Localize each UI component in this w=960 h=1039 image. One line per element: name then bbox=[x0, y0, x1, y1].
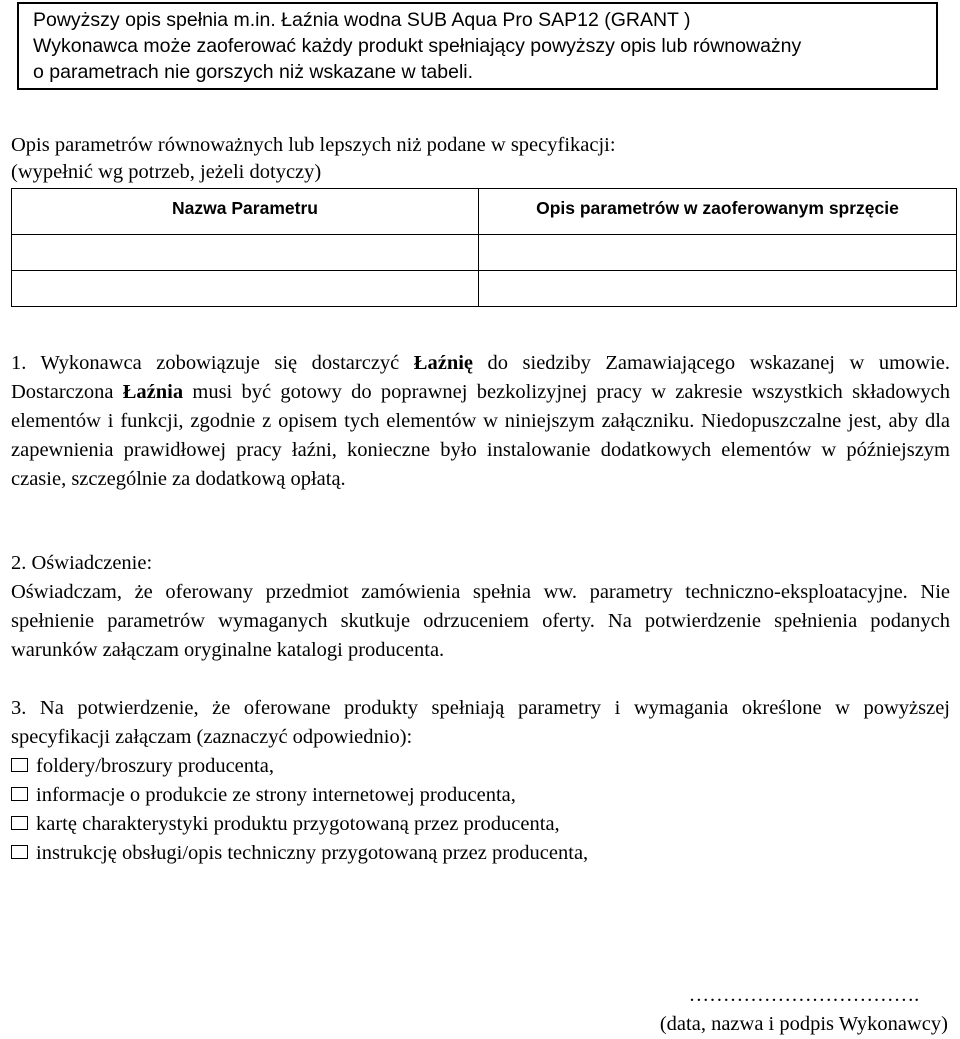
product-description-box bbox=[17, 2, 938, 90]
checkbox[interactable] bbox=[11, 758, 28, 772]
delivery-text-part-3: musi być gotowy do poprawnej bezkolizyjnej pracy w zakresie wszystkich składowych elementów i funkcji, zgodnie z opisem tych elementów w niniejszym załączniku. Niedopuszczalne jest, aby dla zapewnienia prawidłowej pracy łaźni, konieczne było instalowanie dodatkowych elementów w późniejszym czasie, szczególnie za dodatkową opłatą. bbox=[11, 381, 951, 490]
delivery-text-part-1: 1. Wykonawca zobowiązuje się dostarczyć bbox=[11, 352, 414, 374]
checkbox[interactable] bbox=[11, 787, 28, 801]
table-cell-parameter[interactable] bbox=[12, 271, 479, 307]
table-header-row bbox=[12, 189, 957, 235]
intro-line-1: Opis parametrów równoważnych lub lepszych niż podane w specyfikacji: bbox=[11, 134, 616, 156]
option-brochures bbox=[11, 752, 588, 781]
option-website-info bbox=[11, 781, 588, 810]
delivery-obligation-paragraph bbox=[11, 349, 950, 494]
declaration-text: Oświadczam, że oferowany przedmiot zamówienia spełnia ww. parametry techniczno-eksploatacyjne. Nie spełnienie parametrów wymaganych skutkuje odrzuceniem oferty. Na potwierdzenie spełnienia podanych warunków załączam oryginalne katalogi producenta. bbox=[11, 581, 950, 661]
signature-dotted-line: ……………………………. bbox=[688, 984, 920, 1006]
table-cell-description[interactable] bbox=[479, 235, 957, 271]
column-header-offered-description: Opis parametrów w zaoferowanym sprzęcie bbox=[479, 189, 957, 235]
attachments-paragraph: 3. Na potwierdzenie, że oferowane produkty spełniają parametry i wymagania określone w powyższej specyfikacji załączam (zaznaczyć odpowiednio): bbox=[11, 697, 950, 748]
delivery-bold-item-1: Łaźnię bbox=[413, 352, 474, 374]
attachment-options-list bbox=[11, 752, 588, 868]
checkbox[interactable] bbox=[11, 816, 28, 830]
signature-caption: (data, nazwa i podpis Wykonawcy) bbox=[659, 1013, 948, 1035]
option-label: informacje o produkcie ze strony internetowej producenta, bbox=[36, 784, 516, 806]
intro-line-2: (wypełnić wg potrzeb, jeżeli dotyczy) bbox=[11, 161, 322, 183]
table-cell-parameter[interactable] bbox=[12, 235, 479, 271]
declaration-title: 2. Oświadczenie: bbox=[11, 552, 153, 574]
header-line-3: o parametrach nie gorszych niż wskazane w tabeli. bbox=[33, 61, 474, 83]
table-row bbox=[12, 271, 957, 307]
table-row bbox=[12, 235, 957, 271]
signature-block bbox=[660, 981, 948, 1039]
delivery-bold-item-2: Łaźnia bbox=[122, 381, 184, 403]
parameters-table bbox=[11, 188, 957, 307]
option-product-datasheet bbox=[11, 810, 588, 839]
table-cell-description[interactable] bbox=[479, 271, 957, 307]
option-label: kartę charakterystyki produktu przygotowaną przez producenta, bbox=[36, 813, 560, 835]
declaration-section bbox=[11, 549, 950, 665]
checkbox[interactable] bbox=[11, 845, 28, 859]
option-user-manual bbox=[11, 839, 588, 868]
column-header-parameter-name: Nazwa Parametru bbox=[12, 189, 479, 235]
option-label: foldery/broszury producenta, bbox=[36, 755, 274, 777]
delivery-text-part-2: do siedziby Zamawiającego wskazanej w umowie. Dostarczona bbox=[11, 352, 951, 403]
header-line-2: Wykonawca może zaoferować każdy produkt spełniający powyższy opis lub równoważny bbox=[33, 35, 802, 57]
header-line-1: Powyższy opis spełnia m.in. Łaźnia wodna SUB Aqua Pro SAP12 (GRANT ) bbox=[33, 9, 691, 31]
option-label: instrukcję obsługi/opis techniczny przygotowaną przez producenta, bbox=[36, 842, 589, 864]
equivalent-parameters-intro bbox=[11, 132, 616, 186]
